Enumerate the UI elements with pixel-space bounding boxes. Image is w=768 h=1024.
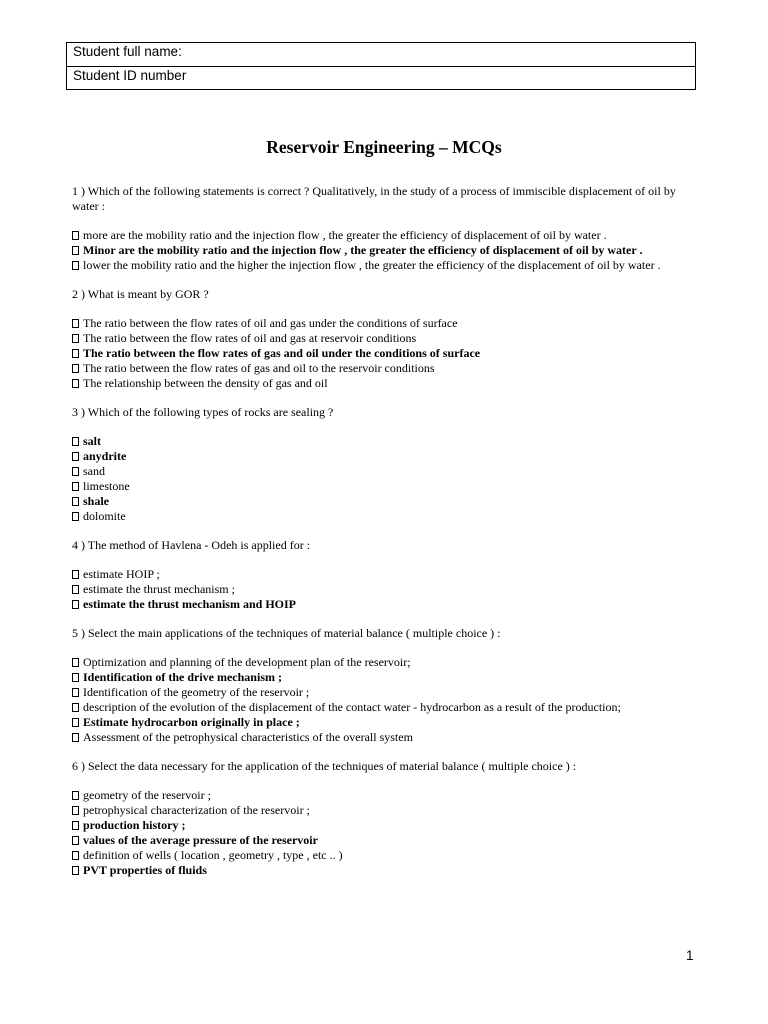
checkbox-icon[interactable]: [72, 349, 79, 358]
option-label: dolomite: [83, 509, 126, 523]
answer-option[interactable]: [72, 715, 698, 730]
answer-option[interactable]: [72, 818, 698, 833]
answer-option[interactable]: [72, 376, 698, 391]
answer-option[interactable]: [72, 316, 698, 331]
options-list: [72, 567, 698, 612]
answer-option[interactable]: [72, 331, 698, 346]
checkbox-icon[interactable]: [72, 658, 79, 667]
option-label: Assessment of the petrophysical characteristics of the overall system: [83, 730, 413, 744]
option-label: Estimate hydrocarbon originally in place ;: [83, 715, 300, 729]
answer-option[interactable]: [72, 464, 698, 479]
checkbox-icon[interactable]: [72, 319, 79, 328]
checkbox-icon[interactable]: [72, 703, 79, 712]
questions-container: [72, 184, 698, 892]
answer-option[interactable]: [72, 803, 698, 818]
option-label: limestone: [83, 479, 130, 493]
option-label: description of the evolution of the displacement of the contact water - hydrocarbon as a result of the production;: [83, 700, 621, 714]
checkbox-icon[interactable]: [72, 600, 79, 609]
checkbox-icon[interactable]: [72, 733, 79, 742]
checkbox-icon[interactable]: [72, 482, 79, 491]
checkbox-icon[interactable]: [72, 437, 79, 446]
option-label: Identification of the geometry of the reservoir ;: [83, 685, 310, 699]
answer-option[interactable]: [72, 494, 698, 509]
answer-option[interactable]: [72, 346, 698, 361]
answer-option[interactable]: [72, 685, 698, 700]
checkbox-icon[interactable]: [72, 246, 79, 255]
checkbox-icon[interactable]: [72, 364, 79, 373]
student-info-box: [66, 42, 696, 90]
option-label: production history ;: [83, 818, 186, 832]
answer-option[interactable]: [72, 449, 698, 464]
option-label: petrophysical characterization of the reservoir ;: [83, 803, 310, 817]
checkbox-icon[interactable]: [72, 791, 79, 800]
answer-option[interactable]: [72, 597, 698, 612]
option-label: The ratio between the flow rates of gas and oil to the reservoir conditions: [83, 361, 435, 375]
checkbox-icon[interactable]: [72, 836, 79, 845]
answer-option[interactable]: [72, 670, 698, 685]
option-label: estimate the thrust mechanism ;: [83, 582, 235, 596]
student-name-field[interactable]: [67, 43, 695, 67]
answer-option[interactable]: [72, 655, 698, 670]
answer-option[interactable]: [72, 243, 698, 258]
checkbox-icon[interactable]: [72, 688, 79, 697]
student-id-field[interactable]: [67, 67, 695, 91]
checkbox-icon[interactable]: [72, 585, 79, 594]
question-text: 4 ) The method of Havlena - Odeh is applied for :: [72, 538, 311, 552]
option-label: geometry of the reservoir ;: [83, 788, 211, 802]
option-label: estimate HOIP ;: [83, 567, 160, 581]
option-label: Identification of the drive mechanism ;: [83, 670, 282, 684]
checkbox-icon[interactable]: [72, 512, 79, 521]
option-label: The ratio between the flow rates of oil and gas under the conditions of surface: [83, 316, 458, 330]
option-label: values of the average pressure of the reservoir: [83, 833, 318, 847]
options-list: [72, 655, 698, 745]
answer-option[interactable]: [72, 863, 698, 878]
answer-option[interactable]: [72, 730, 698, 745]
question-text: 6 ) Select the data necessary for the application of the techniques of material balance ( multiple choice ) :: [72, 759, 577, 773]
student-name-label: Student full name:: [73, 44, 182, 59]
checkbox-icon[interactable]: [72, 851, 79, 860]
checkbox-icon[interactable]: [72, 452, 79, 461]
option-label: The ratio between the flow rates of oil and gas at reservoir conditions: [83, 331, 417, 345]
checkbox-icon[interactable]: [72, 379, 79, 388]
option-label: The relationship between the density of gas and oil: [83, 376, 328, 390]
checkbox-icon[interactable]: [72, 334, 79, 343]
answer-option[interactable]: [72, 567, 698, 582]
answer-option[interactable]: [72, 479, 698, 494]
answer-option[interactable]: [72, 848, 698, 863]
option-label: Minor are the mobility ratio and the injection flow , the greater the efficiency of displacement of oil by water .: [83, 243, 643, 257]
option-label: anydrite: [83, 449, 127, 463]
checkbox-icon[interactable]: [72, 231, 79, 240]
checkbox-icon[interactable]: [72, 570, 79, 579]
answer-option[interactable]: [72, 258, 698, 273]
answer-option[interactable]: [72, 434, 698, 449]
page-title: Reservoir Engineering – MCQs: [266, 137, 502, 157]
checkbox-icon[interactable]: [72, 467, 79, 476]
option-label: The ratio between the flow rates of gas and oil under the conditions of surface: [83, 346, 481, 360]
answer-option[interactable]: [72, 700, 698, 715]
checkbox-icon[interactable]: [72, 866, 79, 875]
checkbox-icon[interactable]: [72, 718, 79, 727]
question-text: 3 ) Which of the following types of rocks are sealing ?: [72, 405, 334, 419]
answer-option[interactable]: [72, 833, 698, 848]
checkbox-icon[interactable]: [72, 821, 79, 830]
checkbox-icon[interactable]: [72, 673, 79, 682]
student-id-label: Student ID number: [73, 68, 187, 83]
options-list: [72, 434, 698, 524]
option-label: lower the mobility ratio and the higher the injection flow , the greater the efficiency of the displacement of oil by water .: [83, 258, 661, 272]
checkbox-icon[interactable]: [72, 806, 79, 815]
answer-option[interactable]: [72, 228, 698, 243]
options-list: [72, 788, 698, 878]
question-text: 1 ) Which of the following statements is correct ? Qualitatively, in the study of a process of immiscible displacement of oil by water :: [72, 184, 676, 213]
page-number: 1: [686, 948, 694, 963]
answer-option[interactable]: [72, 509, 698, 524]
question-text: 5 ) Select the main applications of the techniques of material balance ( multiple choice ) :: [72, 626, 501, 640]
option-label: salt: [83, 434, 101, 448]
answer-option[interactable]: [72, 582, 698, 597]
option-label: estimate the thrust mechanism and HOIP: [83, 597, 296, 611]
checkbox-icon[interactable]: [72, 497, 79, 506]
options-list: [72, 316, 698, 391]
options-list: [72, 228, 698, 273]
checkbox-icon[interactable]: [72, 261, 79, 270]
option-label: more are the mobility ratio and the injection flow , the greater the efficiency of displacement of oil by water .: [83, 228, 607, 242]
option-label: definition of wells ( location , geometry , type , etc .. ): [83, 848, 343, 862]
question-text: 2 ) What is meant by GOR ?: [72, 287, 209, 301]
option-label: PVT properties of fluids: [83, 863, 207, 877]
answer-option[interactable]: [72, 361, 698, 376]
option-label: Optimization and planning of the development plan of the reservoir;: [83, 655, 411, 669]
option-label: shale: [83, 494, 110, 508]
answer-option[interactable]: [72, 788, 698, 803]
option-label: sand: [83, 464, 105, 478]
